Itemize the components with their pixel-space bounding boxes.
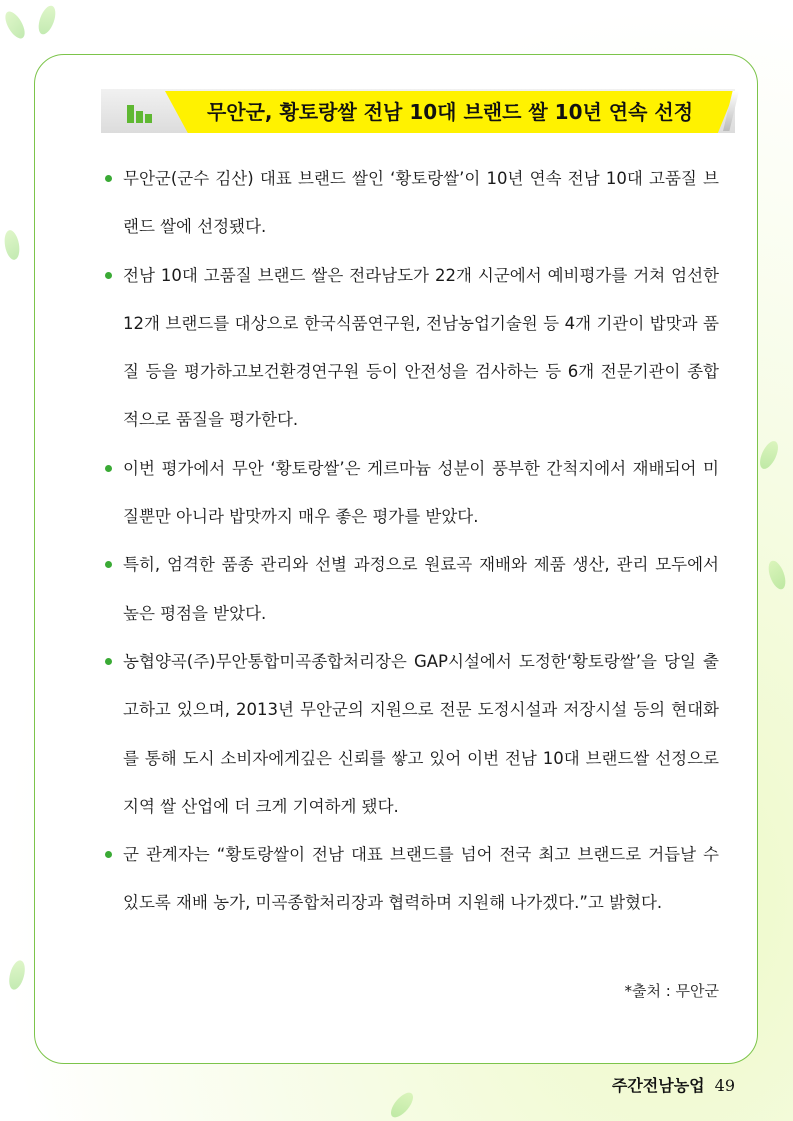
bullet-item: 전남 10대 고품질 브랜드 쌀은 전라남도가 22개 시군에서 예비평가를 거쳐 엄선한 12개 브랜드를 대상으로 한국식품연구원, 전남농업기술원 등 4개 기관이 밥맛과 품질 등을 평가하고보건환경연구원 등이 안전성을 검사하는 등 6개 전문기관이 종합적으로 품질을 평가한다. [101, 252, 719, 445]
bullet-item: 농협양곡(주)무안통합미곡종합처리장은 GAP시설에서 도정한‘황토랑쌀’을 당일 출고하고 있으며, 2013년 무안군의 지원으로 전문 도정시설과 저장시설 등의 현대화를 통해 도시 소비자에게깊은 신뢰를 쌓고 있어 이번 전남 10대 브랜드쌀 선정으로 지역 쌀 산업에 더 크게 기여하게 됐다. [101, 638, 719, 831]
page-footer [612, 1073, 735, 1096]
source-note: *출처 : 무안군 [624, 982, 719, 1000]
bullet-item: 이번 평가에서 무안 ‘황토랑쌀’은 게르마늄 성분이 풍부한 간척지에서 재배되어 미질뿐만 아니라 밥맛까지 매우 좋은 평가를 받았다. [101, 445, 719, 542]
leaf-decoration [756, 438, 781, 471]
bar-chart-icon [127, 103, 157, 123]
leaf-decoration [387, 1089, 417, 1121]
publication-name: 주간전남농업 [611, 1076, 705, 1095]
bullet-item: 군 관계자는 “황토랑쌀이 전남 대표 브랜드를 넘어 전국 최고 브랜드로 거듭날 수 있도록 재배 농가, 미곡종합처리장과 협력하며 지원해 나가겠다.”고 밝혔다. [101, 831, 719, 928]
leaf-decoration [6, 959, 27, 992]
leaf-decoration [3, 229, 22, 261]
bullet-item: 특히, 엄격한 품종 관리와 선별 과정으로 원료곡 재배와 제품 생산, 관리 모두에서 높은 평점을 받았다. [101, 541, 719, 638]
leaf-decoration [35, 4, 58, 37]
bullet-item: 무안군(군수 김산) 대표 브랜드 쌀인 ‘황토랑쌀’이 10년 연속 전남 10대 고품질 브랜드 쌀에 선정됐다. [101, 155, 719, 252]
page-number: 49 [714, 1076, 735, 1095]
leaf-decoration [765, 559, 788, 592]
bullet-list [101, 155, 719, 928]
article-title: 무안군, 황토랑쌀 전남 10대 브랜드 쌀 10년 연속 선정 [206, 100, 694, 124]
leaf-decoration [1, 9, 28, 42]
article-card [34, 54, 758, 1064]
